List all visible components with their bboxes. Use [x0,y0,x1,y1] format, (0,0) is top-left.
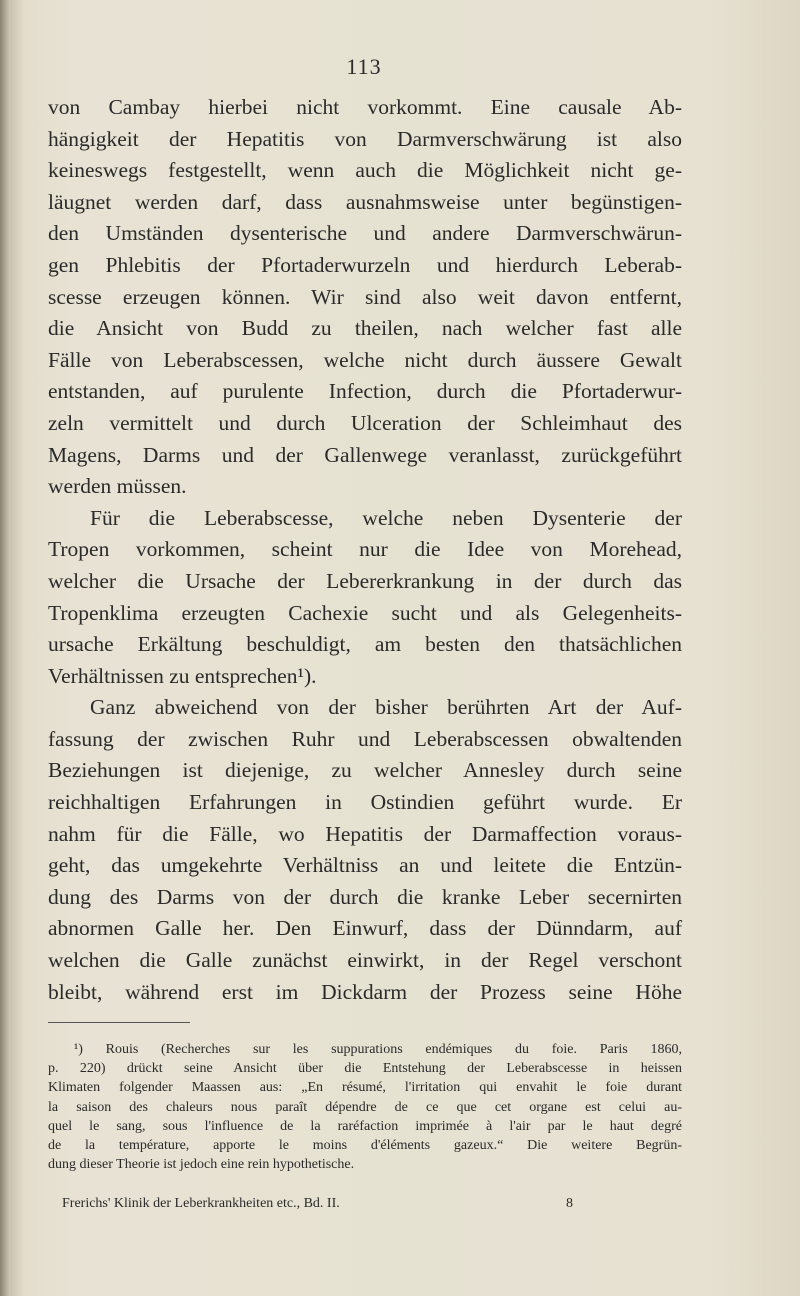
text-line: dung des Darms von der durch die kranke Leber secernirten [48,884,682,909]
main-text [48,92,682,1008]
footnote [48,1040,682,1174]
footnote-line: de la température, apporte le moins d'éléments gazeux.“ Die weitere Begrün- [48,1138,682,1154]
footnote-line: la saison des chaleurs nous paraît dépendre de ce que cet organe est celui au- [48,1099,682,1115]
text-line: gen Phlebitis der Pfortaderwurzeln und hierdurch Leberab- [48,252,682,277]
text-line: Magens, Darms und der Gallenwege veranlasst, zurückgeführt [48,442,682,467]
text-line: zeln vermittelt und durch Ulceration der Schleimhaut des [48,410,682,435]
text-line: entstanden, auf purulente Infection, durch die Pfortaderwur- [48,379,682,404]
text-line: nahm für die Fälle, wo Hepatitis der Darmaffection voraus- [48,821,682,846]
page-number: 113 [346,54,382,79]
footnote-line: quel le sang, sous l'influence de la raréfaction imprimée à l'air par le haut degré [48,1118,682,1134]
book-spine-edge [0,0,10,1296]
footnote-line: Klimaten folgender Maassen aus: „En résumé, l'irritation qui envahit le foie durant [48,1080,682,1096]
text-line: die Ansicht von Budd zu theilen, nach welcher fast alle [48,316,682,341]
text-line: geht, das umgekehrte Verhältniss an und leitete die Entzün- [48,853,682,878]
text-line: Tropen vorkommen, scheint nur die Idee von Morehead, [48,537,682,562]
text-line: hängigkeit der Hepatitis von Darmverschwärung ist also [48,126,682,151]
text-line: Für die Leberabscesse, welche neben Dysenterie der [90,505,682,530]
printer-signature: Frerichs' Klinik der Leberkrankheiten etc., Bd. II. [62,1196,340,1211]
text-line: welchen die Galle zunächst einwirkt, in der Regel verschont [48,948,682,973]
text-line: reichhaltigen Erfahrungen in Ostindien geführt wurde. Er [48,790,682,815]
text-line: welcher die Ursache der Lebererkrankung in der durch das [48,568,682,593]
text-line: Tropenklima erzeugten Cachexie sucht und als Gelegenheits- [48,600,682,625]
text-line: ursache Erkältung beschuldigt, am besten den thatsächlichen [48,632,682,657]
text-line: von Cambay hierbei nicht vorkommt. Eine causale Ab- [48,95,682,119]
footnote-divider [48,1022,190,1023]
signature-number: 8 [566,1196,573,1211]
text-line: scesse erzeugen können. Wir sind also weit davon entfernt, [48,284,682,309]
text-line: Beziehungen ist diejenige, zu welcher Annesley durch seine [48,758,682,783]
footnote-line: dung dieser Theorie ist jedoch eine rein hypothetische. [48,1157,355,1173]
text-line: Fälle von Leberabscessen, welche nicht durch äussere Gewalt [48,347,682,372]
text-line: werden müssen. [48,474,187,499]
text-line: bleibt, während erst im Dickdarm der Prozess seine Höhe [48,979,682,1004]
text-line: läugnet werden darf, dass ausnahmsweise unter begünstigen- [48,189,682,214]
footnote-line: ¹) Rouis (Recherches sur les suppurations endémiques du foie. Paris 1860, [74,1042,682,1057]
footnote-line: p. 220) drückt seine Ansicht über die Entstehung der Leberabscesse in heissen [48,1061,682,1077]
text-line: Verhältnissen zu entsprechen¹). [48,663,317,688]
text-line: abnormen Galle her. Den Einwurf, dass der Dünndarm, auf [48,916,682,941]
text-line: den Umständen dysenterische und andere Darmverschwärun- [48,221,682,246]
text-line: keineswegs festgestellt, wenn auch die Möglichkeit nicht ge- [48,158,682,183]
text-line: Ganz abweichend von der bisher berührten Art der Auf- [90,695,682,720]
text-line: fassung der zwischen Ruhr und Leberabscessen obwaltenden [48,726,682,751]
